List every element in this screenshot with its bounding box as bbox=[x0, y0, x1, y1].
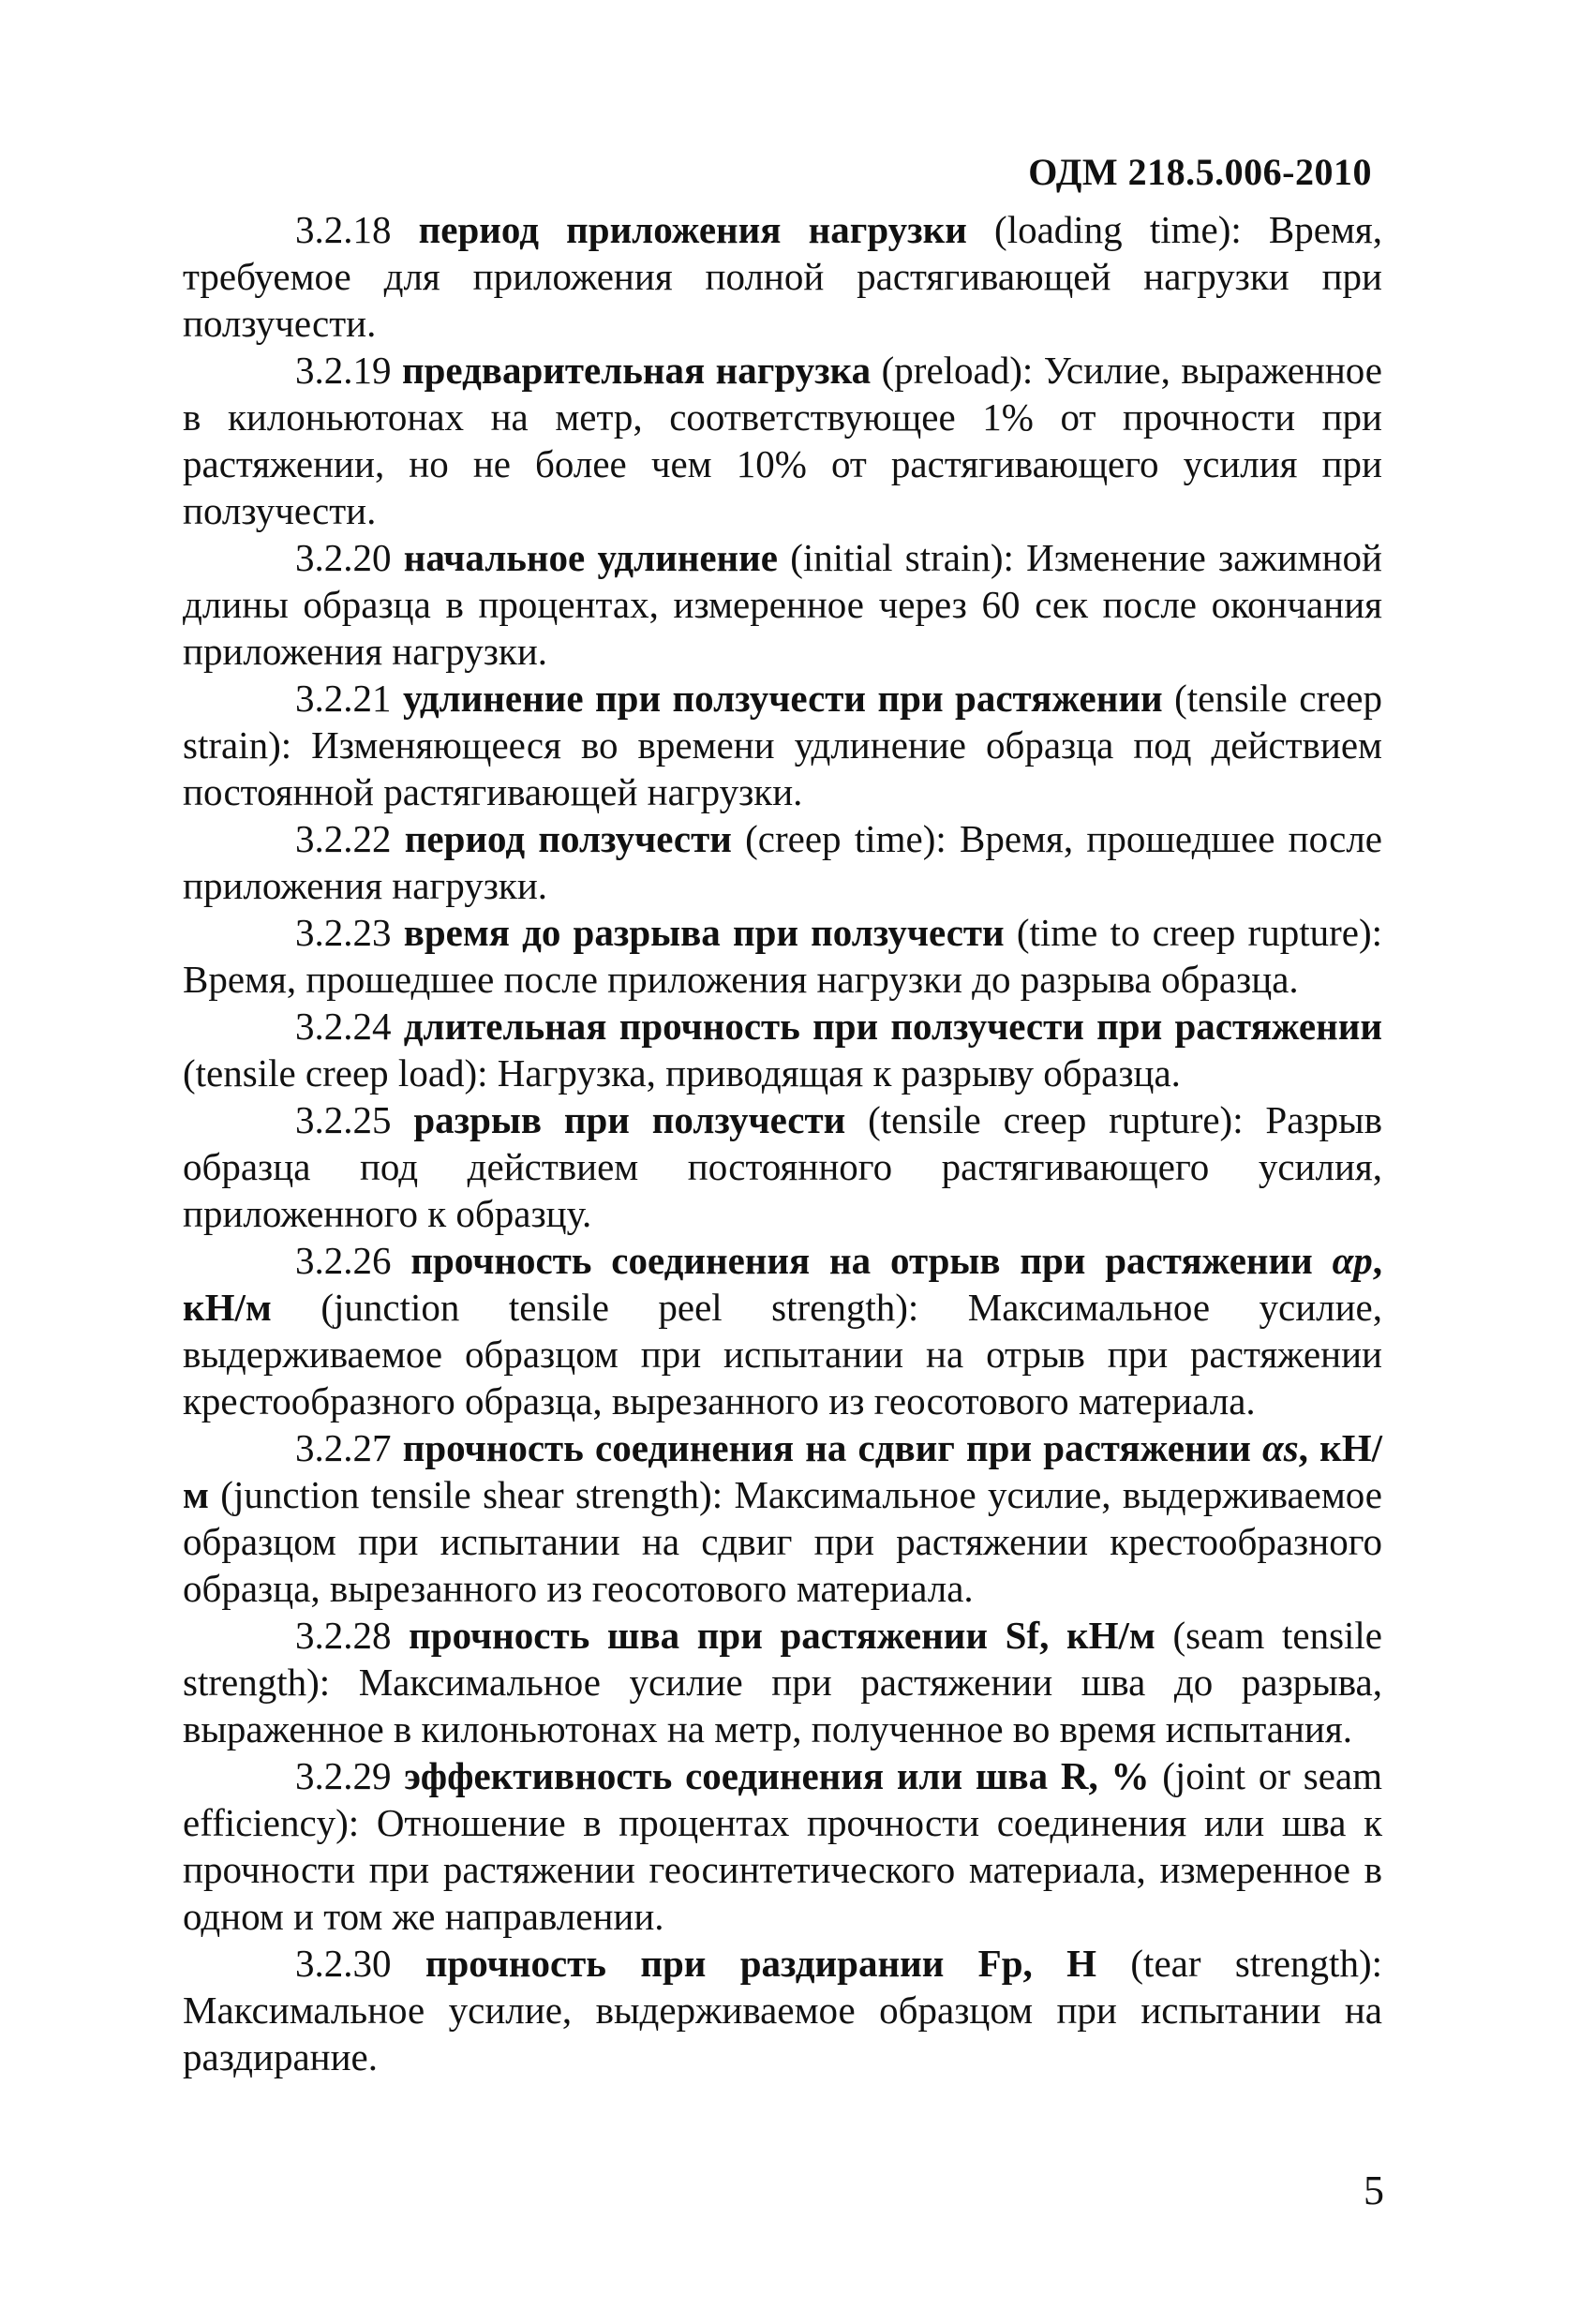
entry-term: предварительная нагрузка bbox=[401, 349, 872, 392]
definition-3-2-21 bbox=[183, 675, 1382, 815]
entry-term: прочность соединения на отрыв при растяжении bbox=[410, 1239, 1313, 1282]
entry-number: 3.2.30 bbox=[295, 1942, 392, 1985]
entry-text: (joint or seam efficiency): Отношение в процентах прочности соединения или шва к прочности при растяжении геосинтетического материала, измеренное в одном и том же направлении. bbox=[183, 1754, 1382, 1938]
entry-unit: , кН/м bbox=[183, 1426, 1383, 1516]
entry-text: (loading time): Время, требуемое для приложения полной растягивающей нагрузки при ползучести. bbox=[183, 208, 1383, 345]
entry-number: 3.2.25 bbox=[295, 1098, 392, 1141]
entry-symbol: αp bbox=[1312, 1239, 1373, 1282]
entry-term: период приложения нагрузки bbox=[418, 208, 967, 251]
entry-text: (initial strain): Изменение зажимной длины образца в процентах, измеренное через 60 сек после окончания приложения нагрузки. bbox=[183, 536, 1382, 673]
definitions-list bbox=[183, 206, 1382, 2080]
definition-3-2-23 bbox=[183, 909, 1382, 1003]
definition-3-2-25 bbox=[183, 1096, 1382, 1237]
entry-text: (seam tensile strength): Максимальное усилие при растяжении шва до разрыва, выраженное в килоньютонах на метр, полученное во время испытания. bbox=[183, 1614, 1383, 1750]
definition-3-2-27 bbox=[183, 1424, 1382, 1612]
definition-3-2-29 bbox=[183, 1752, 1382, 1940]
definition-3-2-22 bbox=[183, 815, 1382, 909]
entry-number: 3.2.24 bbox=[295, 1005, 392, 1048]
entry-text: (time to creep rupture): Время, прошедшее после приложения нагрузки до разрыва образца. bbox=[183, 911, 1382, 1001]
entry-number: 3.2.23 bbox=[295, 911, 392, 954]
entry-text: (tensile creep load): Нагрузка, приводящая к разрыву образца. bbox=[183, 1051, 1181, 1095]
entry-number: 3.2.22 bbox=[295, 817, 392, 860]
entry-unit: , кН/м bbox=[1039, 1614, 1155, 1657]
document-code: ОДМ 218.5.006-2010 bbox=[1028, 151, 1372, 193]
definition-3-2-18 bbox=[183, 206, 1382, 347]
entry-number: 3.2.19 bbox=[295, 349, 392, 392]
entry-text: (junction tensile shear strength): Максимальное усилие, выдерживаемое образцом при испытании на сдвиг при растяжении крестообразного образца, вырезанного из геосотового материала. bbox=[183, 1473, 1382, 1610]
entry-term: разрыв при ползучести bbox=[413, 1098, 846, 1141]
entry-number: 3.2.28 bbox=[295, 1614, 392, 1657]
entry-text: (tensile creep rupture): Разрыв образца под действием постоянного растягивающего усилия, приложенного к образцу. bbox=[183, 1098, 1383, 1235]
entry-term: прочность шва при растяжении bbox=[409, 1614, 989, 1657]
entry-number: 3.2.21 bbox=[295, 677, 392, 720]
entry-term: эффективность соединения или шва R, % bbox=[404, 1754, 1150, 1797]
entry-term: длительная прочность при ползучести при растяжении bbox=[403, 1005, 1383, 1048]
entry-text: (tensile creep strain): Изменяющееся во времени удлинение образца под действием постоянной растягивающей нагрузки. bbox=[183, 677, 1382, 813]
entry-term: период ползучести bbox=[404, 817, 732, 860]
definition-3-2-26 bbox=[183, 1237, 1382, 1424]
entry-text: (junction tensile peel strength): Максимальное усилие, выдерживаемое образцом при испытании на отрыв при растяжении крестообразного образца, вырезанного из геосотового материала. bbox=[183, 1286, 1382, 1423]
entry-number: 3.2.18 bbox=[295, 208, 392, 251]
entry-number: 3.2.27 bbox=[295, 1426, 392, 1469]
entry-unit: , кН/м bbox=[183, 1239, 1383, 1329]
definition-3-2-30 bbox=[183, 1940, 1382, 2080]
definition-3-2-20 bbox=[183, 534, 1382, 675]
entry-term: прочность при раздирании Fp, Н bbox=[425, 1942, 1097, 1985]
entry-text: (creep time): Время, прошедшее после приложения нагрузки. bbox=[183, 817, 1382, 907]
entry-number: 3.2.29 bbox=[295, 1754, 392, 1797]
entry-text: (preload): Усилие, выраженное в килоньютонах на метр, соответствующее 1% от прочности при растяжении, но не более чем 10% от растягивающего усилия при ползучести. bbox=[183, 349, 1383, 532]
entry-term: удлинение при ползучести при растяжении bbox=[402, 677, 1163, 720]
entry-term: время до разрыва при ползучести bbox=[403, 911, 1005, 954]
definition-3-2-28 bbox=[183, 1612, 1382, 1752]
definition-3-2-24 bbox=[183, 1003, 1382, 1096]
definition-3-2-19 bbox=[183, 347, 1382, 534]
entry-term: прочность соединения на сдвиг при растяжении bbox=[402, 1426, 1251, 1469]
entry-symbol: αs bbox=[1250, 1426, 1299, 1469]
entry-number: 3.2.20 bbox=[295, 536, 392, 579]
page-number: 5 bbox=[1364, 2168, 1384, 2213]
entry-text: (tear strength): Максимальное усилие, выдерживаемое образцом при испытании на раздирание. bbox=[183, 1942, 1382, 2078]
entry-number: 3.2.26 bbox=[295, 1239, 392, 1282]
entry-term: начальное удлинение bbox=[403, 536, 779, 579]
entry-symbol: Sf bbox=[988, 1614, 1040, 1657]
